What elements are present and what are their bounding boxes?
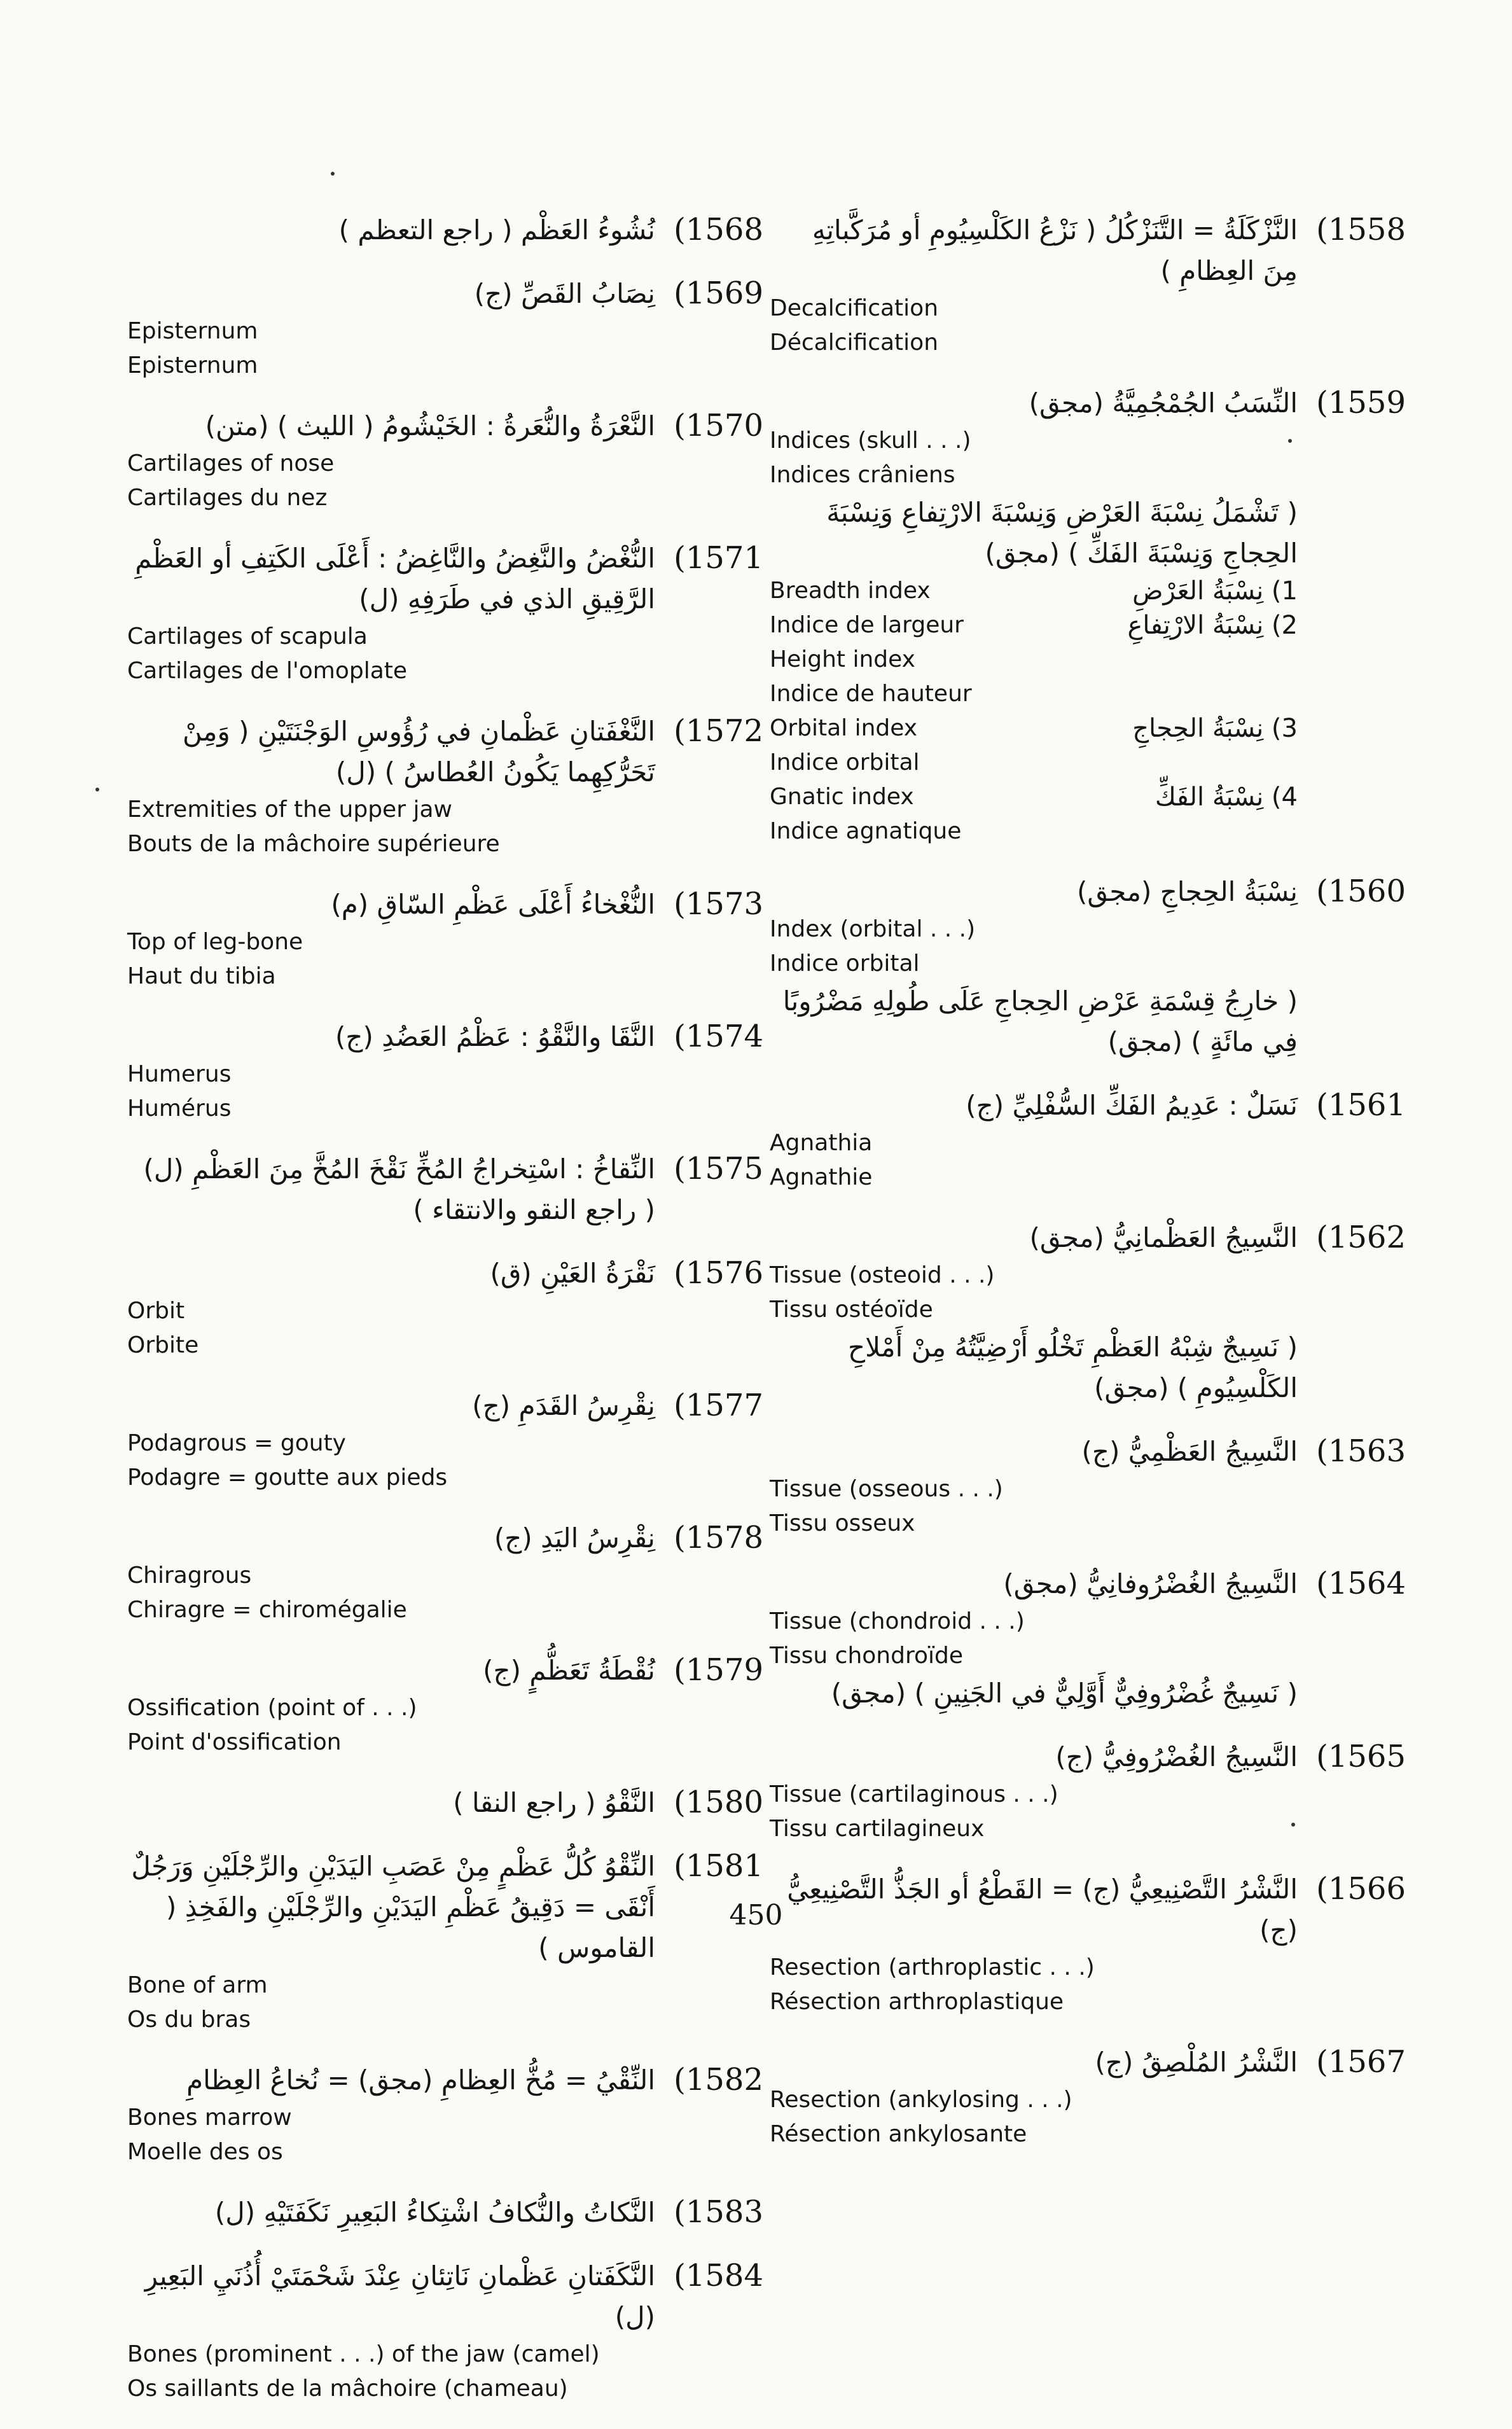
english-term: Height index bbox=[770, 646, 915, 672]
english-term: Orbit bbox=[127, 1298, 185, 1324]
french-term: Résection ankylosante bbox=[770, 2121, 1027, 2147]
entry-number: (1572 bbox=[674, 713, 763, 749]
entry-number: (1567 bbox=[1316, 2044, 1406, 2080]
entry-number: (1559 bbox=[1316, 385, 1406, 421]
english-term: Indices (skull . . .) bbox=[770, 428, 971, 454]
english-term: Humerus bbox=[127, 1061, 232, 1087]
entry-1558 bbox=[770, 210, 1406, 360]
entry-1584 bbox=[127, 2256, 763, 2406]
arabic-term: نُشُوءُ العَظْم ( راجع التعظم ) bbox=[338, 214, 655, 246]
entry-number: (1562 bbox=[1316, 1220, 1406, 1255]
arabic-term: النَّكاتُ والنُّكافُ اشْتِكاءُ البَعِيرِ نَكَفَتَيْهِ (ل) bbox=[214, 2197, 655, 2228]
french-term: Bouts de la mâchoire supérieure bbox=[127, 831, 500, 857]
arabic-term: النِّقْوُ كُلُّ عَظْمٍ مِنْ عَصَبِ اليَدَيْنِ والرِّجْلَيْنِ وَرَجُلٌ أَنْقَى = دَقِيقُ عَظْمِ اليَدَيْنِ والرِّجْلَيْنِ والفَخِذِ ( القاموس ) bbox=[131, 1851, 655, 1963]
french-term: Point d'ossification bbox=[127, 1729, 342, 1755]
arabic-term: النَّشْرُ المُلْصِقُ (ج) bbox=[1095, 2047, 1298, 2078]
english-term: Orbital index bbox=[770, 715, 918, 741]
arabic-term: نَسَلٌ : عَدِيمُ الفَكِّ السُّفْلِيِّ (ج) bbox=[966, 1090, 1298, 1121]
english-term: Resection (arthroplastic . . .) bbox=[770, 1954, 1095, 1980]
entry-1571 bbox=[127, 538, 763, 688]
arabic-subterm: 2) نِسْبَةُ الارْتِفاعِ bbox=[1127, 611, 1298, 640]
english-term: Tissue (cartilaginous . . .) bbox=[770, 1781, 1058, 1807]
french-term: Podagre = goutte aux pieds bbox=[127, 1465, 448, 1491]
entry-number: (1575 bbox=[674, 1151, 763, 1187]
entry-number: (1569 bbox=[674, 275, 763, 311]
arabic-term: نَقْرَةُ العَيْنِ (ق) bbox=[490, 1258, 655, 1289]
entry-number: (1580 bbox=[674, 1785, 763, 1820]
arabic-term: النِّسَبُ الجُمْجُمِيَّةُ (مجق) bbox=[1029, 387, 1298, 419]
french-term: Indice orbital bbox=[770, 749, 920, 776]
arabic-term: النَّعْرَةُ والنُّعَرةُ : الخَيْشُومُ ( الليث ) (متن) bbox=[205, 410, 655, 442]
english-term: Resection (ankylosing . . .) bbox=[770, 2087, 1072, 2113]
arabic-note: ( نَسِيجٌ شِبْهُ العَظْمِ تَخْلُو أَرْضِيَّتُهُ مِنْ أَمْلاحِ الكَلْسِيُومِ ) (مجق) bbox=[848, 1332, 1298, 1403]
entry-1568 bbox=[127, 210, 763, 251]
entry-1570 bbox=[127, 406, 763, 515]
arabic-term: النَّقَا والنَّقْوُ : عَظْمُ العَضُدِ (ج) bbox=[335, 1021, 655, 1052]
arabic-term: نِقْرِسُ اليَدِ (ج) bbox=[494, 1522, 655, 1554]
right-column bbox=[770, 210, 1406, 2175]
english-term: Index (orbital . . .) bbox=[770, 916, 976, 942]
french-term: Indice agnatique bbox=[770, 818, 962, 844]
english-term: Decalcification bbox=[770, 295, 939, 321]
english-term: Ossification (point of . . .) bbox=[127, 1695, 417, 1721]
arabic-term: النَّزْكَلَةُ = التَّنَزْكُلُ ( نَزْعُ الكَلْسِيُومِ أو مُرَكَّباتِهِ مِنَ العِظامِ ) bbox=[812, 214, 1298, 286]
entry-number: (1570 bbox=[674, 408, 763, 443]
entry-number: (1563 bbox=[1316, 1433, 1406, 1469]
entry-1560 bbox=[770, 872, 1406, 1062]
entry-1565 bbox=[770, 1737, 1406, 1846]
french-term: Orbite bbox=[127, 1332, 199, 1358]
french-term: Agnathie bbox=[770, 1164, 873, 1190]
arabic-term: النُّغْخاءُ أَعْلَى عَظْمِ السّاقِ (م) bbox=[331, 889, 655, 920]
english-term: Bones (prominent . . .) of the jaw (camel) bbox=[127, 2341, 600, 2367]
entry-1566 bbox=[770, 1869, 1406, 2019]
entry-1582 bbox=[127, 2060, 763, 2169]
french-term: Cartilages de l'omoplate bbox=[127, 658, 408, 684]
entry-number: (1581 bbox=[674, 1848, 763, 1884]
english-term: Extremities of the upper jaw bbox=[127, 797, 452, 823]
speck bbox=[95, 788, 99, 791]
french-term: Humérus bbox=[127, 1096, 232, 1122]
entry-1577 bbox=[127, 1386, 763, 1495]
left-column bbox=[127, 210, 763, 2429]
arabic-term: نِقْرِسُ القَدَمِ (ج) bbox=[472, 1390, 655, 1421]
entry-number: (1574 bbox=[674, 1019, 763, 1054]
speck bbox=[331, 172, 335, 176]
entry-1573 bbox=[127, 884, 763, 994]
english-term: Gnatic index bbox=[770, 784, 914, 810]
french-term: Haut du tibia bbox=[127, 963, 276, 989]
french-term: Résection arthroplastique bbox=[770, 1989, 1064, 2015]
arabic-term: نِصَابُ القَصِّ (ج) bbox=[474, 278, 655, 309]
entry-1574 bbox=[127, 1017, 763, 1126]
french-term: Cartilages du nez bbox=[127, 485, 328, 511]
entry-number: (1584 bbox=[674, 2258, 763, 2293]
french-term: Tissu chondroïde bbox=[770, 1643, 963, 1669]
entry-number: (1564 bbox=[1316, 1566, 1406, 1601]
entry-number: (1573 bbox=[674, 886, 763, 922]
english-term: Agnathia bbox=[770, 1130, 873, 1156]
english-term: Cartilages of nose bbox=[127, 450, 335, 477]
entry-number: (1558 bbox=[1316, 212, 1406, 247]
arabic-term: النَّشْرُ التَّصْنِيعِيُّ (ج) = القَطْعُ أو الجَذُّ التَّصْنِيعِيُّ (ج) bbox=[787, 1874, 1298, 1945]
entry-1583 bbox=[127, 2192, 763, 2233]
entry-number: (1578 bbox=[674, 1520, 763, 1556]
entry-number: (1583 bbox=[674, 2194, 763, 2230]
arabic-term: النَّسِيجُ العَظْمِيُّ (ج) bbox=[1081, 1436, 1298, 1467]
entry-1569 bbox=[127, 274, 763, 383]
arabic-term: نِسْبَةُ الحِجاجِ (مجق) bbox=[1076, 876, 1298, 907]
arabic-term: النَّسِيجُ الغُضْرُوفِيُّ (ج) bbox=[1055, 1741, 1298, 1772]
entry-1578 bbox=[127, 1518, 763, 1627]
english-term: Bones marrow bbox=[127, 2105, 292, 2131]
entry-1579 bbox=[127, 1650, 763, 1760]
arabic-note: ( خارِجُ قِسْمَةِ عَرْضِ الحِجاجِ عَلَى طُولِهِ مَضْرُوبًا فِي مائَةٍ ) (مجق) bbox=[782, 985, 1298, 1057]
french-term: Os saillants de la mâchoire (chameau) bbox=[127, 2376, 568, 2402]
french-term: Tissu osseux bbox=[770, 1510, 915, 1536]
french-term: Indices crâniens bbox=[770, 462, 955, 488]
english-term: Tissue (osseous . . .) bbox=[770, 1476, 1003, 1502]
arabic-term: النِّقْيُ = مُخُّ العِظامِ (مجق) = نُخاعُ العِظامِ bbox=[186, 2064, 655, 2096]
english-term: Cartilages of scapula bbox=[127, 623, 368, 650]
french-term: Tissu ostéoïde bbox=[770, 1297, 933, 1323]
arabic-term: النَّقْوُ ( راجع النقا ) bbox=[453, 1787, 655, 1818]
entry-number: (1566 bbox=[1316, 1871, 1406, 1907]
page-number: 450 bbox=[729, 1899, 783, 1931]
entry-number: (1565 bbox=[1316, 1739, 1406, 1774]
entry-number: (1582 bbox=[674, 2062, 763, 2098]
entry-number: (1561 bbox=[1316, 1087, 1406, 1123]
entry-number: (1560 bbox=[1316, 873, 1406, 909]
french-term: Indice de hauteur bbox=[770, 681, 972, 707]
french-term: Episternum bbox=[127, 352, 258, 379]
arabic-note: ( نَسِيجٌ غُضْرُوفِيٌّ أَوَّلِيٌّ في الجَنِينِ ) (مجق) bbox=[831, 1678, 1298, 1709]
english-term: Chiragrous bbox=[127, 1562, 252, 1589]
entry-1562 bbox=[770, 1218, 1406, 1409]
english-term: Podagrous = gouty bbox=[127, 1430, 346, 1456]
english-term: Breadth index bbox=[770, 578, 931, 604]
arabic-subterm: 4) نِسْبَةُ الفَكِّ bbox=[1155, 783, 1298, 812]
english-term: Tissue (osteoid . . .) bbox=[770, 1262, 995, 1288]
entry-1572 bbox=[127, 711, 763, 861]
french-term: Moelle des os bbox=[127, 2139, 283, 2165]
arabic-term: النَّسِيجُ العَظْمانِيُّ (مجق) bbox=[1029, 1222, 1298, 1253]
entry-1576 bbox=[127, 1253, 763, 1363]
french-term: Chiragre = chiromégalie bbox=[127, 1597, 407, 1623]
sub-entry-4 bbox=[770, 780, 1298, 849]
entry-number: (1577 bbox=[674, 1388, 763, 1423]
entry-1575 bbox=[127, 1149, 763, 1230]
english-term: Tissue (chondroid . . .) bbox=[770, 1608, 1025, 1634]
entry-1564 bbox=[770, 1564, 1406, 1714]
entry-number: (1579 bbox=[674, 1652, 763, 1688]
entry-1559 bbox=[770, 383, 1406, 849]
english-term: Bone of arm bbox=[127, 1972, 268, 1998]
english-term: Episternum bbox=[127, 318, 258, 344]
arabic-term: نُقْطَةُ تَعَظُّمٍ (ج) bbox=[483, 1655, 655, 1686]
french-term: Décalcification bbox=[770, 330, 939, 356]
sub-entry-3 bbox=[770, 711, 1298, 780]
entry-1581 bbox=[127, 1846, 763, 2037]
french-term: Tissu cartilagineux bbox=[770, 1816, 985, 1842]
entry-number: (1568 bbox=[674, 212, 763, 247]
arabic-note: ( تَشْمَلُ نِسْبَةَ العَرْضِ وَنِسْبَةَ الارْتِفاعِ وَنِسْبَةَ الحِجاجِ وَنِسْبَةَ الفَكِّ ) (مجق) bbox=[826, 497, 1298, 569]
entry-1561 bbox=[770, 1085, 1406, 1195]
arabic-term: النُّغْضُ والنَّغِضُ والنَّاغِضُ : أَعْلَى الكَتِفِ أو العَظْمِ الرَّقِيقِ الذي في طَرَفِهِ (ل) bbox=[135, 543, 655, 615]
french-term: Indice de largeur bbox=[770, 612, 964, 638]
arabic-subterm: 3) نِسْبَةُ الحِجاجِ bbox=[1132, 714, 1298, 743]
entry-1567 bbox=[770, 2042, 1406, 2152]
french-term: Indice orbital bbox=[770, 950, 920, 977]
arabic-term: النَّكَفَتانِ عَظْمانِ نَاتِئانِ عِنْدَ شَحْمَتَيْ أُذُنَيِ البَعِيرِ (ل) bbox=[144, 2260, 655, 2332]
french-term: Os du bras bbox=[127, 2007, 251, 2033]
arabic-term: النَّسِيجُ الغُضْرُوفانِيُّ (مجق) bbox=[1003, 1568, 1298, 1599]
arabic-term: النَّغْفَتانِ عَظْمانِ في رُؤُوسِ الوَجْنَتَيْنِ ( وَمِنْ تَحَرُّكِهِما يَكُونُ العُطاسُ ) (ل) bbox=[183, 716, 655, 788]
entry-number: (1571 bbox=[674, 540, 763, 576]
entry-number: (1576 bbox=[674, 1255, 763, 1291]
english-term: Top of leg-bone bbox=[127, 929, 303, 955]
sub-entry-1 bbox=[770, 574, 1298, 711]
entry-1563 bbox=[770, 1431, 1406, 1541]
arabic-term: النِّقاخُ : اسْتِخراجُ المُخِّ نَقْخَ المُخَّ مِنَ العَظْمِ (ل) ( راجع النقو والانتقاء ) bbox=[143, 1153, 655, 1225]
entry-1580 bbox=[127, 1783, 763, 1823]
arabic-subterm: 1) نِسْبَةُ العَرْضِ bbox=[1132, 576, 1298, 606]
